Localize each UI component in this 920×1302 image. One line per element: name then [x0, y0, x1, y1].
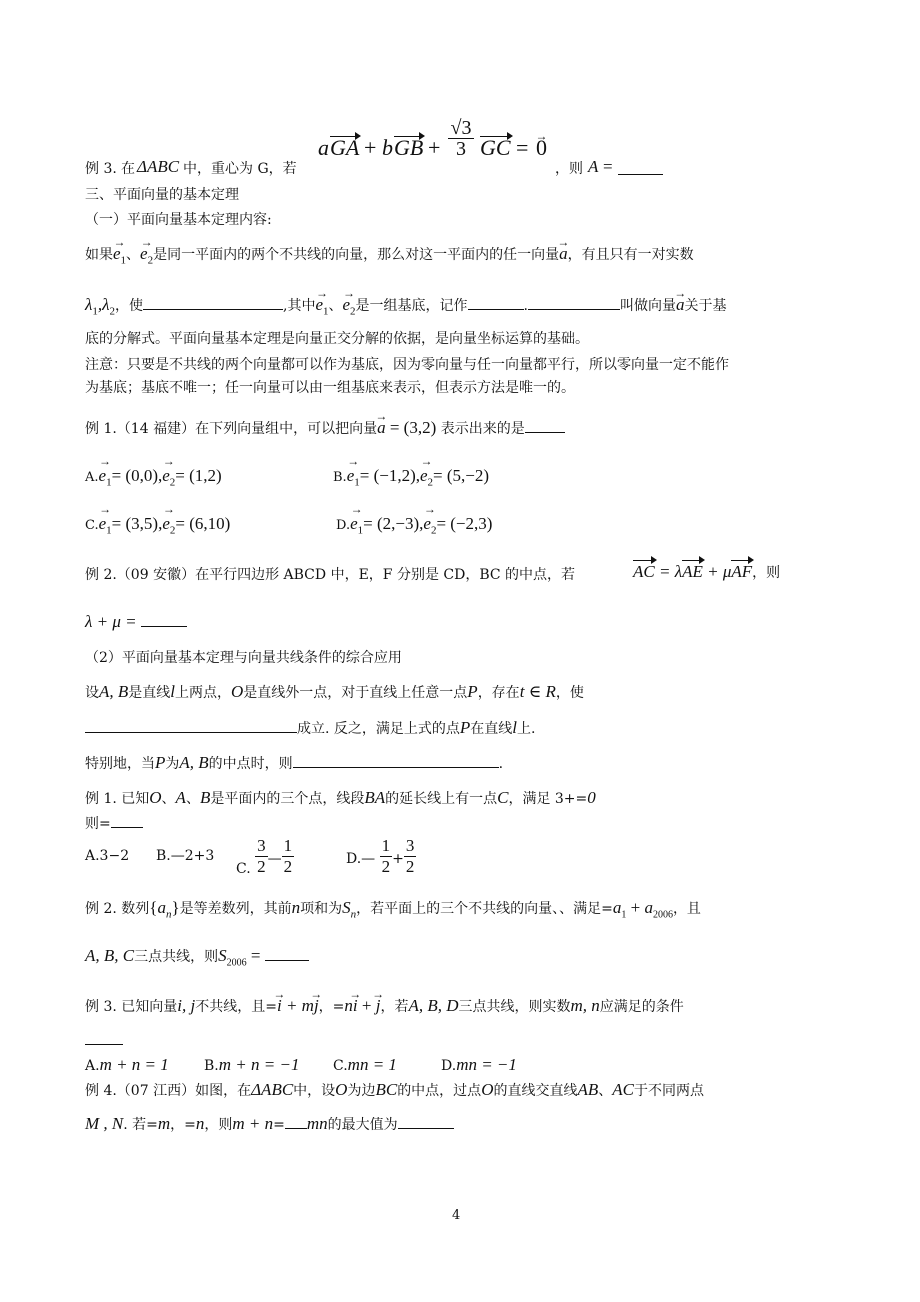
- e3b-ij: i, j: [177, 996, 196, 1015]
- comma: ,: [97, 295, 103, 314]
- ex1b-line2: [85, 813, 143, 834]
- ex3b-option-a[interactable]: [85, 1055, 169, 1075]
- e4-ac: AC: [612, 1080, 634, 1099]
- a1: [612, 898, 627, 921]
- ex3-zero: → 0: [536, 138, 547, 158]
- e2b-d: ，若平面上的三个不共线的向量、、满足=: [356, 901, 613, 917]
- num: 1: [283, 836, 293, 855]
- ex1-eq: = (3,2): [385, 418, 437, 437]
- ex2-line2: [85, 612, 187, 633]
- ex3b-option-c[interactable]: [333, 1055, 397, 1075]
- sub: 2: [169, 524, 176, 537]
- e1b-B: B: [199, 788, 211, 807]
- eq-lambda: = λ: [654, 562, 683, 581]
- c-o: O: [231, 682, 244, 701]
- den: 2: [283, 857, 293, 876]
- a2006: [644, 898, 673, 921]
- theorem-e2b: [343, 295, 356, 321]
- theorem-line1: [85, 244, 694, 270]
- e1b-a: 例 1. 已知: [85, 791, 150, 807]
- sep: 、: [598, 1083, 613, 1099]
- e3b-a: 例 3. 已知向量: [85, 999, 178, 1015]
- sub: 2: [350, 305, 356, 318]
- e2b-a: 例 2. 数列: [85, 901, 150, 917]
- e4-tri: ΔABC: [251, 1080, 294, 1099]
- theorem-blank2[interactable]: [468, 295, 524, 310]
- frac: [282, 836, 295, 877]
- ex3-text-b: 中，重心为 G，若: [183, 161, 297, 177]
- den: 2: [381, 857, 391, 876]
- sub: n: [350, 908, 357, 921]
- c-tr: t ∈ R: [519, 682, 556, 701]
- e4-mn2: mn: [306, 1114, 328, 1133]
- theorem-line3: 底的分解式。平面向量基本定理是向量正交分解的依据，是向量坐标运算的基础。: [85, 331, 589, 347]
- ex3-den3: 3: [456, 138, 466, 160]
- ex3-sqrt3: √3: [448, 118, 474, 139]
- ex1-option-a[interactable]: [85, 466, 222, 488]
- e3b-e: 三点共线，则实数: [458, 999, 571, 1015]
- S: S: [218, 946, 227, 965]
- opt-val1: = (0,0),: [111, 466, 163, 485]
- c-l1-c: 上两点，: [175, 685, 232, 701]
- theorem-l2-c: 、: [328, 298, 343, 314]
- e-letter: e: [423, 514, 431, 533]
- page-number: 4: [452, 1208, 461, 1223]
- ex3-eq: =: [516, 135, 529, 160]
- e2: [162, 514, 175, 536]
- e4-b: 中，设: [293, 1083, 336, 1099]
- opt-math: m + n = 1: [99, 1055, 169, 1074]
- c-l2-c: 上.: [517, 721, 536, 737]
- theorem-lambdas: [85, 295, 115, 318]
- theorem-l2-b: ,其中: [283, 298, 316, 314]
- e4-n: n: [195, 1114, 205, 1133]
- theorem-l2-e: .: [523, 298, 528, 314]
- note-line2: 为基底；基底不唯一；任一向量可以由一组基底来表示，但表示方法是唯一的。: [85, 380, 575, 396]
- e-letter: e: [346, 466, 355, 485]
- e-letter: e: [113, 244, 121, 263]
- ex3b-blank-line: [85, 1030, 123, 1051]
- c-ab2: A, B: [179, 753, 209, 772]
- ex1-option-c[interactable]: [85, 514, 230, 536]
- e3b-abd: A, B, D: [408, 996, 459, 1015]
- ex1-vec-a: → a: [377, 418, 386, 438]
- e3b-b: 不共线，且=: [195, 999, 277, 1015]
- theorem-l2-d: 是一组基底，记作: [355, 298, 468, 314]
- a: a: [644, 898, 653, 917]
- sub: 1: [106, 524, 112, 537]
- ex2-tail: ，则: [752, 565, 781, 581]
- opt-label: B.: [333, 470, 347, 485]
- plus: +: [626, 898, 645, 917]
- e4-blank2[interactable]: [398, 1114, 454, 1129]
- theorem-l1-b: 、: [126, 247, 141, 263]
- e3b-d: ，若: [380, 999, 409, 1015]
- ex3b-option-d[interactable]: [441, 1055, 517, 1075]
- e3b-c: ，=: [318, 999, 345, 1015]
- sub: 2: [147, 254, 154, 267]
- e-letter: e: [315, 295, 323, 314]
- sub: 2: [169, 476, 176, 489]
- opt-val2: = (5,−2): [433, 466, 490, 485]
- sub: 1: [106, 476, 112, 489]
- ex1-tail: 表示出来的是: [440, 421, 525, 437]
- vec-i: → i: [277, 996, 282, 1016]
- ex2b-line1: [85, 898, 701, 925]
- sub: 2: [430, 524, 437, 537]
- sub: 1: [621, 909, 627, 921]
- den: 2: [257, 857, 266, 876]
- e2b-blank[interactable]: [265, 946, 309, 961]
- e3b-blank[interactable]: [85, 1030, 123, 1045]
- opt-val2: = (6,10): [175, 514, 231, 533]
- theorem-blank3[interactable]: [528, 295, 620, 310]
- e2: [420, 466, 433, 488]
- ex3b-option-b[interactable]: [204, 1055, 299, 1075]
- e1b-d: ，满足 3+=: [508, 791, 588, 807]
- sub1-title: （一）平面向量基本定理内容:: [85, 212, 272, 228]
- plus-m: + m: [281, 996, 314, 1015]
- e4-c: 为边: [347, 1083, 376, 1099]
- theorem-l1-d: ，有且只有一对实数: [567, 247, 694, 263]
- note-line1: 注意：只要是不共线的两个向量都可以作为基底，因为零向量与任一向量都平行，所以零向量一定不能作: [85, 357, 729, 373]
- e1b-b: 是平面内的三个点，线段: [210, 791, 365, 807]
- opt-math: mn = −1: [456, 1055, 517, 1074]
- theorem-l1-a: 如果: [85, 247, 113, 263]
- plus: +: [357, 996, 376, 1015]
- e-letter: e: [140, 244, 148, 263]
- ex3-answer-blank[interactable]: [618, 160, 663, 175]
- e4-mpn: m + n: [232, 1114, 274, 1133]
- ex1b-option-c[interactable]: [236, 836, 294, 877]
- den: 2: [405, 857, 415, 876]
- e4-ab: AB: [577, 1080, 599, 1099]
- vec-i2: → i: [353, 996, 358, 1016]
- sub: 2006: [226, 957, 247, 969]
- e1: [347, 466, 360, 488]
- vec-ac: AC: [633, 562, 655, 581]
- sub: 2: [427, 476, 434, 489]
- e1b-o: O: [149, 788, 162, 807]
- opt-label: D.: [336, 518, 351, 533]
- vec-af: AF: [731, 562, 753, 581]
- lambda: λ: [102, 295, 110, 314]
- theorem-line2: [85, 295, 727, 321]
- frac: [380, 836, 393, 877]
- ex1-blank[interactable]: [525, 418, 565, 433]
- theorem-e1: [113, 244, 126, 270]
- e1b-zero: 0: [587, 788, 596, 807]
- e1: [99, 466, 112, 488]
- ex4-line2: [85, 1114, 454, 1135]
- sub: 2: [109, 305, 115, 318]
- opt-label: C.: [85, 518, 99, 533]
- eq: =: [246, 946, 265, 965]
- vec-j: → j: [314, 996, 319, 1016]
- theorem-l2-a: ，使: [115, 298, 143, 314]
- e-letter: e: [350, 514, 358, 533]
- c-p2: P: [459, 718, 471, 737]
- e1: [99, 514, 112, 536]
- c-blank1[interactable]: [85, 718, 297, 733]
- opt-label: C.: [236, 860, 251, 877]
- e2b-n: n: [291, 898, 301, 917]
- colinear-line3: [85, 753, 503, 774]
- e-letter: e: [162, 514, 170, 533]
- sub: 1: [92, 305, 98, 318]
- e4-e: 的直线交直线: [493, 1083, 578, 1099]
- e2b-b: 是等差数列，其前: [179, 901, 292, 917]
- ex3-plus1: +: [364, 135, 377, 160]
- ex1b-option-d[interactable]: [346, 836, 416, 877]
- e2b-l2a: 三点共线，则: [134, 949, 219, 965]
- c-l1-d: 是直线外一点，对于直线上任意一点: [243, 685, 468, 701]
- e2: [423, 514, 436, 536]
- ex2b-line2: [85, 946, 309, 973]
- frac: [255, 836, 268, 877]
- ex4-line1: [85, 1080, 704, 1101]
- e4-o: O: [335, 1080, 348, 1099]
- opt-math: mn = 1: [347, 1055, 397, 1074]
- c-l1-e: ，存在: [477, 685, 520, 701]
- c-l3-d: .: [498, 756, 504, 772]
- e4-d: 的中点，过点: [397, 1083, 482, 1099]
- e4-bc: BC: [375, 1080, 398, 1099]
- opt-label: A.: [85, 470, 99, 485]
- ex3-text-a: 在: [121, 161, 135, 177]
- e-letter: e: [98, 514, 107, 533]
- e-letter: e: [342, 295, 351, 314]
- e4-a: 例 4.（07 江西）如图，在: [85, 1083, 252, 1099]
- ex3-var-a: A: [588, 157, 599, 176]
- e4-l2d: =: [273, 1117, 285, 1133]
- opt-val1: = (3,5),: [111, 514, 163, 533]
- e1b-l2: 则=: [85, 816, 111, 832]
- e2b-abc: A, B, C: [85, 946, 135, 965]
- ex3-vec-gc: GC: [480, 135, 511, 160]
- e4-l2c: ，则: [204, 1117, 233, 1133]
- section3-title: 三、平面向量的基本定理: [85, 187, 239, 203]
- sep: 、: [185, 791, 200, 807]
- S: S: [342, 898, 351, 917]
- c-l3-b: 为: [165, 756, 180, 772]
- ex3-coef-b: b: [382, 135, 393, 160]
- e-letter: e: [162, 466, 170, 485]
- theorem-vec-a2: → a: [676, 295, 685, 315]
- e1b-c: 的延长线上有一点: [385, 791, 498, 807]
- ex1-option-b[interactable]: [333, 466, 489, 488]
- theorem-e2: [140, 244, 153, 270]
- theorem-vec-a: → a: [559, 244, 568, 264]
- ex1-label: 例 1.（14 福建）在下列向量组中，可以把向量: [85, 421, 378, 437]
- theorem-blank1[interactable]: [143, 295, 283, 310]
- opt-label: D.: [441, 1058, 457, 1074]
- colinear-line1: [85, 682, 584, 703]
- ex3-coef-a: a: [318, 135, 329, 160]
- ex3-frac: [448, 118, 474, 159]
- e1b-A: A: [175, 788, 186, 807]
- opt-label: B.: [204, 1058, 219, 1074]
- num: 3: [257, 836, 266, 855]
- c-l1-f: ，使: [555, 685, 584, 701]
- ex3-vec-gb: GB: [394, 135, 424, 160]
- num: 1: [381, 836, 391, 855]
- ex3b-line1: [85, 996, 684, 1017]
- sub: n: [165, 908, 172, 921]
- plus-mu: + μ: [702, 562, 732, 581]
- ex3-label: 例 3.: [85, 161, 117, 177]
- ex2-question: 例 2.（09 安徽）在平行四边形 ABCD 中，E，F 分别是 CD，BC 的中点，若: [85, 567, 576, 583]
- c-l2: l: [512, 718, 518, 737]
- opt-val1: = (−1,2),: [359, 466, 420, 485]
- c-l3-a: 特别地，当: [85, 756, 155, 772]
- e4-m: m: [157, 1114, 171, 1133]
- e4-l2b: ，=: [170, 1117, 196, 1133]
- ex1b-option-a[interactable]: A.3−2: [85, 848, 130, 864]
- S2006: [218, 946, 247, 969]
- e3b-mn: m, n: [570, 996, 600, 1015]
- c-l1-a: 设: [85, 685, 99, 701]
- e2: [162, 466, 175, 488]
- sub: 1: [357, 524, 364, 537]
- ex3-eq2: =: [603, 157, 613, 176]
- c-l2-a: 成立. 反之，满足上式的点: [297, 721, 460, 737]
- theorem-l2-g: 关于基: [684, 298, 727, 314]
- ex1-option-d[interactable]: [336, 514, 492, 536]
- e2b-c: 项和为: [300, 901, 343, 917]
- e4-l2a: . 若=: [123, 1117, 158, 1133]
- mid: +: [392, 850, 404, 867]
- e2b-e: ，且: [672, 901, 701, 917]
- vec-j2: → j: [376, 996, 381, 1016]
- e4-mn: M , N: [85, 1114, 124, 1133]
- e3b-f: 应满足的条件: [599, 999, 684, 1015]
- sep: 、: [161, 791, 176, 807]
- c-p3: P: [155, 753, 166, 772]
- lambda: λ: [85, 295, 93, 314]
- ex1b-option-b[interactable]: B.—2+3: [156, 848, 215, 864]
- sub: 1: [354, 476, 360, 489]
- ex3-vec-ga: GA: [330, 135, 360, 160]
- ex1b-line1: [85, 788, 596, 809]
- sub: 1: [323, 305, 329, 318]
- n: n: [344, 996, 353, 1015]
- Sn: [342, 898, 357, 921]
- e4-blank1[interactable]: [285, 1114, 307, 1129]
- e-letter: e: [98, 466, 107, 485]
- an: a: [157, 898, 166, 917]
- opt-math: m + n = −1: [218, 1055, 300, 1074]
- e4-o2: O: [481, 1080, 494, 1099]
- opt-label: D.—: [346, 850, 376, 867]
- e4-l2e: 的最大值为: [327, 1117, 398, 1133]
- ex2-lambda-mu: λ + μ =: [85, 612, 141, 631]
- e-letter: e: [419, 466, 428, 485]
- colinear-line2: [85, 718, 535, 739]
- a: a: [612, 898, 622, 917]
- opt-label: A.: [85, 1058, 100, 1074]
- sub: 1: [120, 254, 127, 267]
- c-l3-c: 的中点时，则: [208, 756, 293, 772]
- c-blank2[interactable]: [293, 753, 499, 768]
- theorem-l1-c: 是同一平面内的两个不共线的向量，那么对这一平面内的任一向量: [153, 247, 560, 263]
- ex2-equation: [633, 562, 780, 582]
- brace-an: $\{a_n\}$: [149, 898, 180, 921]
- c-l: l: [170, 682, 176, 701]
- theorem-e1b: [315, 295, 328, 321]
- num: 3: [405, 836, 415, 855]
- sub: 2006: [652, 909, 673, 921]
- opt-val2: = (−2,3): [436, 514, 493, 533]
- e1b-BA: BA: [364, 788, 386, 807]
- ex3-plus2: +: [428, 135, 441, 160]
- c-l2-b: 在直线: [470, 721, 513, 737]
- c-p: P: [467, 682, 478, 701]
- c-l1-b: 是直线: [128, 685, 171, 701]
- opt-label: C.: [333, 1058, 348, 1074]
- frac: [404, 836, 417, 877]
- ex3-text-c: ，则: [555, 161, 583, 177]
- theorem-l2-f: 叫做向量: [620, 298, 676, 314]
- e1b-C: C: [497, 788, 509, 807]
- e1b-blank[interactable]: [111, 813, 143, 828]
- c-ab: A, B: [99, 682, 129, 701]
- e4-f: 于不同两点: [633, 1083, 704, 1099]
- vec-ae: AE: [682, 562, 703, 581]
- e1: [350, 514, 363, 536]
- mid: —: [267, 850, 282, 867]
- ex3-triangle: ΔABC: [137, 157, 180, 176]
- opt-val1: = (2,−3),: [363, 514, 424, 533]
- ex1-question: [85, 418, 565, 439]
- ex2-blank[interactable]: [141, 612, 187, 627]
- sub2-title: （2）平面向量基本定理与向量共线条件的综合应用: [85, 650, 402, 666]
- opt-val2: = (1,2): [175, 466, 222, 485]
